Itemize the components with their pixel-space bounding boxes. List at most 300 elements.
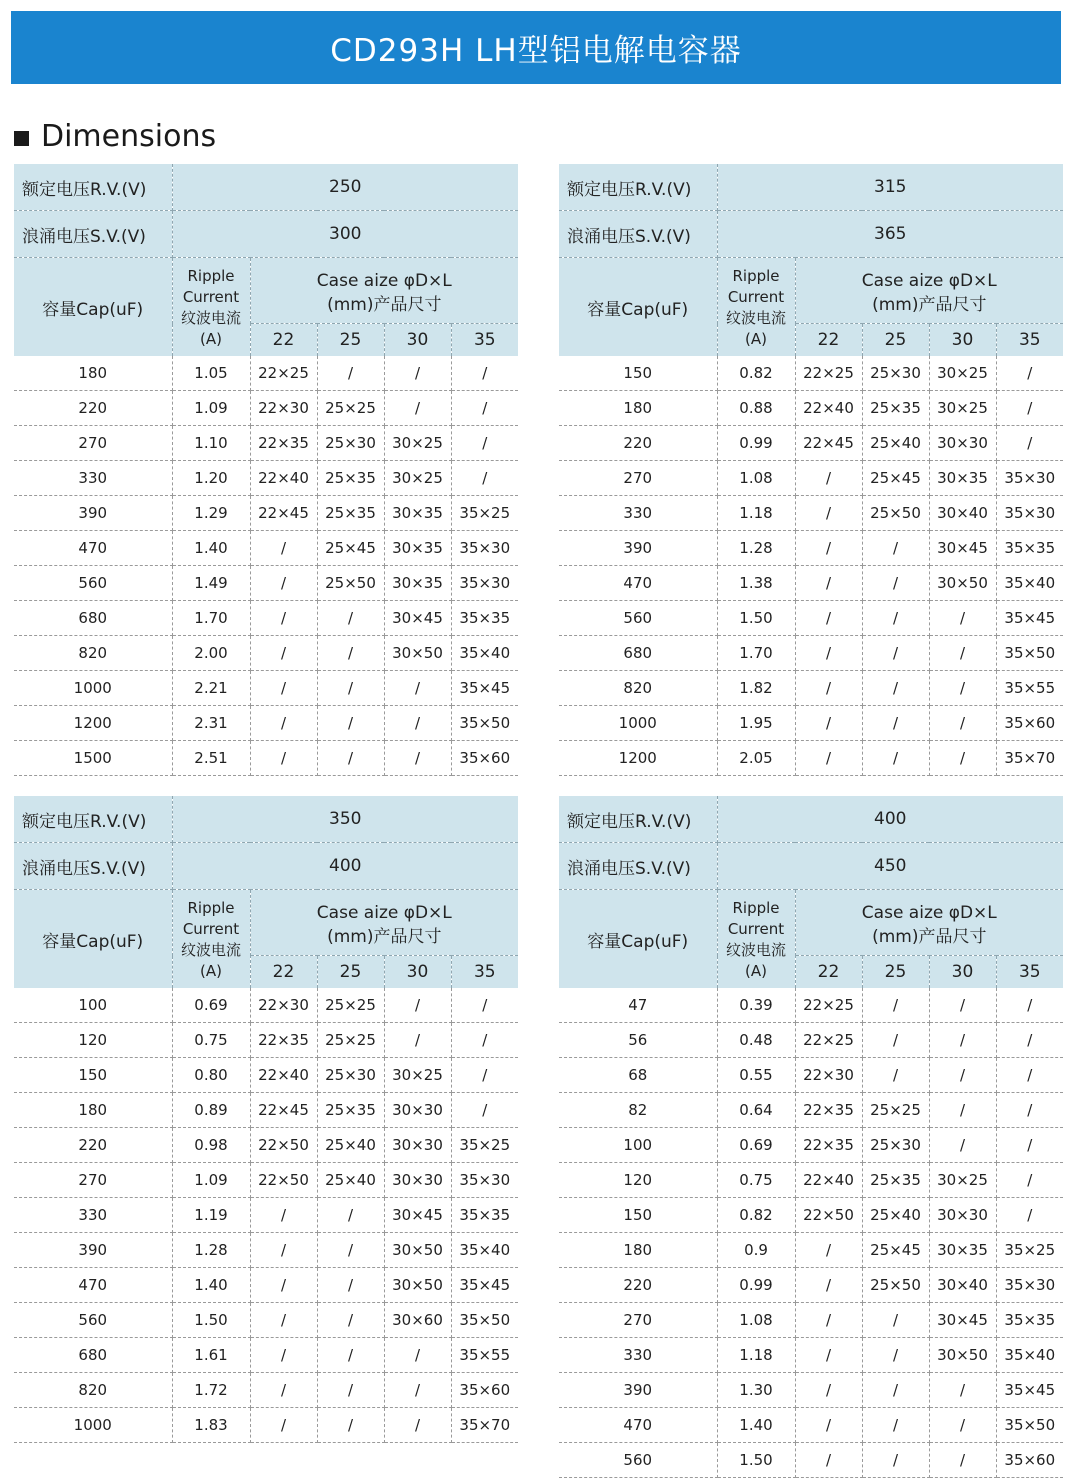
surge-voltage-value: 450: [717, 843, 1063, 890]
size-22-cell: 22×35: [795, 1093, 862, 1128]
capacitance-cell: 470: [559, 566, 717, 601]
ripple-header-line: Current: [727, 920, 785, 938]
size-25-cell: 25×30: [317, 426, 384, 461]
ripple-current-cell: 1.50: [717, 601, 795, 636]
size-22-cell: 22×40: [795, 391, 862, 426]
surge-voltage-label: 浪涌电压S.V.(V): [14, 211, 172, 258]
rated-voltage-row: [559, 796, 1063, 843]
size-35-cell: /: [451, 988, 518, 1023]
size-25-cell: /: [317, 1233, 384, 1268]
table-row: [14, 1058, 518, 1093]
title-banner: [11, 11, 1061, 84]
size-22-cell: /: [250, 1198, 317, 1233]
table-row: [14, 1163, 518, 1198]
size-22-cell: /: [795, 1443, 862, 1478]
size-25-cell: 25×35: [317, 496, 384, 531]
size-25-cell: /: [862, 988, 929, 1023]
size-25-cell: 25×25: [317, 988, 384, 1023]
table-row: [14, 391, 518, 426]
table-row: [14, 496, 518, 531]
size-22-cell: 22×35: [250, 426, 317, 461]
size-25-cell: /: [862, 1338, 929, 1373]
size-30-cell: 30×50: [384, 1233, 451, 1268]
size-35-cell: 35×70: [996, 741, 1063, 776]
capacitance-cell: 270: [14, 426, 172, 461]
size-35-cell: 35×40: [996, 1338, 1063, 1373]
table-row: [559, 1408, 1063, 1443]
size-30-cell: 30×45: [384, 1198, 451, 1233]
size-30-cell: 30×30: [384, 1093, 451, 1128]
size-25-cell: 25×30: [862, 1128, 929, 1163]
diameter-header: 22: [250, 956, 317, 989]
size-35-cell: /: [996, 1023, 1063, 1058]
size-25-cell: /: [317, 601, 384, 636]
table-row: [14, 1023, 518, 1058]
table-row: [559, 531, 1063, 566]
size-22-cell: 22×45: [250, 1093, 317, 1128]
size-22-cell: 22×50: [250, 1128, 317, 1163]
ripple-current-cell: 0.64: [717, 1093, 795, 1128]
capacitance-cell: 47: [559, 988, 717, 1023]
size-22-cell: 22×25: [795, 356, 862, 391]
table-row: [14, 531, 518, 566]
size-22-cell: /: [250, 671, 317, 706]
size-25-cell: /: [317, 1303, 384, 1338]
size-22-cell: 22×40: [250, 461, 317, 496]
ripple-current-cell: 1.40: [172, 531, 250, 566]
ripple-current-cell: 1.08: [717, 461, 795, 496]
size-30-cell: 30×35: [384, 496, 451, 531]
column-header-row: [559, 890, 1063, 956]
size-25-cell: 25×50: [862, 1268, 929, 1303]
size-22-cell: /: [250, 566, 317, 601]
size-30-cell: /: [929, 1373, 996, 1408]
size-30-cell: /: [384, 356, 451, 391]
capacitance-cell: 680: [14, 601, 172, 636]
table-row: [14, 1373, 518, 1408]
size-22-cell: /: [795, 566, 862, 601]
size-22-cell: /: [795, 1408, 862, 1443]
ripple-current-cell: 1.29: [172, 496, 250, 531]
size-25-cell: 25×35: [862, 391, 929, 426]
capacitance-cell: 100: [559, 1128, 717, 1163]
size-22-cell: /: [795, 706, 862, 741]
size-22-cell: 22×50: [795, 1198, 862, 1233]
size-35-cell: 35×25: [451, 1128, 518, 1163]
size-35-cell: 35×30: [451, 566, 518, 601]
capacitance-header: 容量Cap(uF): [559, 258, 717, 357]
ripple-current-cell: 1.70: [172, 601, 250, 636]
surge-voltage-row: [559, 211, 1063, 258]
size-35-cell: 35×70: [451, 1408, 518, 1443]
size-22-cell: 22×45: [250, 496, 317, 531]
ripple-current-cell: 0.80: [172, 1058, 250, 1093]
size-25-cell: 25×35: [317, 461, 384, 496]
diameter-header: 35: [451, 324, 518, 357]
diameter-header: 30: [384, 324, 451, 357]
rated-voltage-row: [14, 796, 518, 843]
size-35-cell: 35×55: [996, 671, 1063, 706]
ripple-current-cell: 1.28: [717, 531, 795, 566]
table-row: [14, 988, 518, 1023]
capacitance-header: 容量Cap(uF): [14, 258, 172, 357]
ripple-current-cell: 1.61: [172, 1338, 250, 1373]
capacitance-cell: 820: [14, 1373, 172, 1408]
case-size-header: [250, 890, 518, 956]
table-row: [559, 566, 1063, 601]
size-25-cell: /: [317, 356, 384, 391]
size-35-cell: 35×60: [996, 1443, 1063, 1478]
case-header-line: (mm)产品尺寸: [327, 294, 442, 315]
size-35-cell: 35×30: [996, 496, 1063, 531]
size-35-cell: 35×60: [451, 1373, 518, 1408]
size-30-cell: /: [929, 741, 996, 776]
size-30-cell: 30×25: [384, 461, 451, 496]
table-row: [14, 601, 518, 636]
size-30-cell: 30×30: [929, 426, 996, 461]
size-35-cell: 35×60: [996, 706, 1063, 741]
capacitance-cell: 1200: [559, 741, 717, 776]
ripple-current-cell: 1.72: [172, 1373, 250, 1408]
size-30-cell: 30×40: [929, 496, 996, 531]
diameter-header: 35: [996, 324, 1063, 357]
rated-voltage-label: 额定电压R.V.(V): [14, 164, 172, 211]
size-30-cell: 30×50: [929, 566, 996, 601]
ripple-current-cell: 1.30: [717, 1373, 795, 1408]
size-25-cell: 25×25: [317, 1023, 384, 1058]
surge-voltage-label: 浪涌电压S.V.(V): [14, 843, 172, 890]
ripple-current-cell: 1.18: [717, 496, 795, 531]
capacitance-cell: 1200: [14, 706, 172, 741]
table-row: [14, 566, 518, 601]
diameter-header: 25: [862, 324, 929, 357]
capacitance-cell: 560: [14, 1303, 172, 1338]
square-bullet-icon: [14, 131, 29, 146]
size-22-cell: 22×25: [795, 1023, 862, 1058]
size-22-cell: /: [250, 1338, 317, 1373]
size-30-cell: /: [929, 636, 996, 671]
table-row: [559, 1128, 1063, 1163]
rated-voltage-value: 250: [172, 164, 518, 211]
column-header-row: [559, 258, 1063, 324]
table-row: [559, 356, 1063, 391]
section-heading: [14, 118, 216, 154]
size-22-cell: /: [795, 1303, 862, 1338]
table-row: [559, 426, 1063, 461]
table-row: [14, 1268, 518, 1303]
size-35-cell: 35×40: [996, 566, 1063, 601]
size-35-cell: /: [996, 356, 1063, 391]
size-25-cell: /: [862, 601, 929, 636]
size-35-cell: 35×30: [996, 461, 1063, 496]
size-25-cell: /: [862, 1023, 929, 1058]
ripple-current-cell: 1.09: [172, 391, 250, 426]
ripple-header-line: (A): [200, 962, 222, 980]
capacitance-cell: 330: [14, 1198, 172, 1233]
size-25-cell: /: [317, 1268, 384, 1303]
ripple-current-cell: 1.82: [717, 671, 795, 706]
size-30-cell: /: [929, 1128, 996, 1163]
table-row: [559, 1198, 1063, 1233]
size-25-cell: 25×35: [862, 1163, 929, 1198]
size-25-cell: 25×50: [862, 496, 929, 531]
table-row: [559, 1268, 1063, 1303]
ripple-current-cell: 2.51: [172, 741, 250, 776]
size-35-cell: /: [451, 356, 518, 391]
surge-voltage-value: 300: [172, 211, 518, 258]
page-title: CD293H LH型铝电解电容器: [330, 33, 742, 69]
spec-table-3: [14, 796, 518, 1443]
size-30-cell: 30×25: [929, 356, 996, 391]
capacitance-cell: 1000: [14, 1408, 172, 1443]
size-35-cell: 35×35: [451, 1198, 518, 1233]
size-30-cell: /: [929, 1443, 996, 1478]
ripple-current-cell: 1.38: [717, 566, 795, 601]
capacitance-cell: 220: [14, 1128, 172, 1163]
size-22-cell: /: [795, 1268, 862, 1303]
ripple-header-line: Ripple: [732, 899, 780, 917]
rated-voltage-row: [559, 164, 1063, 211]
capacitance-header: 容量Cap(uF): [14, 890, 172, 989]
ripple-current-cell: 0.99: [717, 426, 795, 461]
capacitance-cell: 1500: [14, 741, 172, 776]
ripple-current-header: [172, 258, 250, 357]
table-row: [14, 1303, 518, 1338]
size-30-cell: 30×50: [929, 1338, 996, 1373]
size-25-cell: 25×40: [862, 426, 929, 461]
ripple-header-line: (A): [745, 962, 767, 980]
size-30-cell: 30×25: [929, 1163, 996, 1198]
case-size-header: [250, 258, 518, 324]
capacitance-cell: 220: [14, 391, 172, 426]
size-30-cell: 30×30: [384, 1128, 451, 1163]
diameter-header: 25: [317, 956, 384, 989]
size-35-cell: 35×30: [996, 1268, 1063, 1303]
ripple-header-line: (A): [200, 330, 222, 348]
size-35-cell: /: [996, 1093, 1063, 1128]
table-row: [559, 988, 1063, 1023]
size-25-cell: /: [862, 1058, 929, 1093]
size-25-cell: /: [317, 706, 384, 741]
capacitance-cell: 680: [559, 636, 717, 671]
capacitance-cell: 150: [559, 1198, 717, 1233]
table-row: [14, 741, 518, 776]
size-25-cell: /: [317, 1408, 384, 1443]
spec-table-1: [14, 164, 518, 776]
size-30-cell: /: [384, 391, 451, 426]
table-row: [559, 1373, 1063, 1408]
table-row: [559, 1058, 1063, 1093]
size-25-cell: 25×25: [317, 391, 384, 426]
size-30-cell: 30×25: [929, 391, 996, 426]
ripple-current-cell: 2.05: [717, 741, 795, 776]
size-30-cell: /: [929, 601, 996, 636]
table-row: [559, 636, 1063, 671]
ripple-current-cell: 0.48: [717, 1023, 795, 1058]
size-35-cell: 35×50: [451, 706, 518, 741]
rated-voltage-label: 额定电压R.V.(V): [559, 796, 717, 843]
ripple-current-cell: 1.05: [172, 356, 250, 391]
ripple-current-cell: 2.31: [172, 706, 250, 741]
table-row: [559, 496, 1063, 531]
capacitance-cell: 1000: [559, 706, 717, 741]
size-30-cell: /: [929, 988, 996, 1023]
capacitance-header: 容量Cap(uF): [559, 890, 717, 989]
ripple-current-cell: 0.99: [717, 1268, 795, 1303]
size-35-cell: 35×25: [451, 496, 518, 531]
size-25-cell: /: [862, 531, 929, 566]
size-22-cell: 22×35: [250, 1023, 317, 1058]
case-header-line: Case aize φD×L: [861, 902, 997, 923]
size-35-cell: 35×40: [451, 636, 518, 671]
size-25-cell: 25×30: [862, 356, 929, 391]
size-30-cell: 30×35: [929, 461, 996, 496]
size-25-cell: /: [862, 566, 929, 601]
size-35-cell: /: [996, 426, 1063, 461]
size-25-cell: 25×40: [317, 1163, 384, 1198]
table-row: [14, 636, 518, 671]
diameter-header: 25: [862, 956, 929, 989]
ripple-current-cell: 0.55: [717, 1058, 795, 1093]
table-row: [14, 1128, 518, 1163]
ripple-current-cell: 0.9: [717, 1233, 795, 1268]
rated-voltage-value: 350: [172, 796, 518, 843]
surge-voltage-value: 400: [172, 843, 518, 890]
capacitance-cell: 390: [14, 1233, 172, 1268]
table-row: [14, 356, 518, 391]
size-22-cell: /: [795, 496, 862, 531]
size-25-cell: /: [862, 671, 929, 706]
capacitance-cell: 100: [14, 988, 172, 1023]
ripple-current-cell: 0.89: [172, 1093, 250, 1128]
capacitance-cell: 680: [14, 1338, 172, 1373]
case-header-line: (mm)产品尺寸: [327, 926, 442, 947]
size-25-cell: /: [862, 636, 929, 671]
capacitance-cell: 180: [14, 356, 172, 391]
capacitance-cell: 270: [14, 1163, 172, 1198]
table-row: [14, 1408, 518, 1443]
size-35-cell: /: [451, 1023, 518, 1058]
size-22-cell: /: [250, 706, 317, 741]
size-30-cell: 30×35: [384, 566, 451, 601]
size-35-cell: /: [451, 426, 518, 461]
capacitance-cell: 68: [559, 1058, 717, 1093]
diameter-header: 30: [929, 956, 996, 989]
diameter-header: 25: [317, 324, 384, 357]
capacitance-cell: 120: [14, 1023, 172, 1058]
size-30-cell: /: [384, 988, 451, 1023]
capacitance-cell: 470: [14, 531, 172, 566]
table-row: [559, 671, 1063, 706]
capacitance-cell: 390: [559, 1373, 717, 1408]
surge-voltage-label: 浪涌电压S.V.(V): [559, 843, 717, 890]
ripple-current-cell: 1.08: [717, 1303, 795, 1338]
capacitance-cell: 470: [559, 1408, 717, 1443]
case-header-line: Case aize φD×L: [316, 902, 452, 923]
size-22-cell: /: [795, 601, 862, 636]
rated-voltage-value: 400: [717, 796, 1063, 843]
surge-voltage-row: [14, 211, 518, 258]
size-22-cell: /: [250, 636, 317, 671]
column-header-row: [14, 258, 518, 324]
table-row: [14, 1338, 518, 1373]
size-22-cell: /: [795, 1233, 862, 1268]
capacitance-cell: 390: [14, 496, 172, 531]
size-35-cell: 35×55: [451, 1338, 518, 1373]
diameter-header: 22: [795, 324, 862, 357]
table-row: [559, 461, 1063, 496]
size-30-cell: 30×45: [384, 601, 451, 636]
rated-voltage-row: [14, 164, 518, 211]
rated-voltage-value: 315: [717, 164, 1063, 211]
size-22-cell: 22×30: [250, 391, 317, 426]
ripple-current-cell: 1.09: [172, 1163, 250, 1198]
size-30-cell: /: [929, 671, 996, 706]
size-30-cell: /: [929, 706, 996, 741]
diameter-header: 35: [451, 956, 518, 989]
capacitance-cell: 330: [14, 461, 172, 496]
column-header-row: [14, 890, 518, 956]
size-25-cell: /: [862, 706, 929, 741]
size-22-cell: 22×40: [250, 1058, 317, 1093]
size-30-cell: 30×50: [384, 636, 451, 671]
table-row: [14, 1233, 518, 1268]
ripple-header-line: Current: [182, 920, 240, 938]
capacitance-cell: 560: [14, 566, 172, 601]
case-size-header: [795, 258, 1063, 324]
spec-table-2: [559, 164, 1063, 776]
size-35-cell: /: [996, 1128, 1063, 1163]
ripple-header-line: (A): [745, 330, 767, 348]
size-25-cell: 25×30: [317, 1058, 384, 1093]
size-22-cell: 22×30: [795, 1058, 862, 1093]
size-25-cell: /: [862, 741, 929, 776]
diameter-header: 30: [384, 956, 451, 989]
ripple-current-cell: 2.21: [172, 671, 250, 706]
ripple-header-line: 纹波电流: [725, 941, 786, 959]
rated-voltage-label: 额定电压R.V.(V): [14, 796, 172, 843]
ripple-current-cell: 1.49: [172, 566, 250, 601]
table-row: [14, 671, 518, 706]
size-25-cell: /: [317, 636, 384, 671]
size-25-cell: 25×35: [317, 1093, 384, 1128]
size-25-cell: 25×40: [317, 1128, 384, 1163]
size-22-cell: /: [250, 601, 317, 636]
ripple-current-cell: 0.69: [172, 988, 250, 1023]
ripple-current-cell: 1.95: [717, 706, 795, 741]
size-22-cell: /: [795, 461, 862, 496]
ripple-header-line: Current: [727, 288, 785, 306]
ripple-header-line: 纹波电流: [180, 941, 241, 959]
size-30-cell: 30×45: [929, 531, 996, 566]
ripple-header-line: Ripple: [732, 267, 780, 285]
size-30-cell: 30×30: [929, 1198, 996, 1233]
size-35-cell: /: [996, 1198, 1063, 1233]
size-35-cell: 35×50: [451, 1303, 518, 1338]
case-header-line: Case aize φD×L: [861, 270, 997, 291]
size-22-cell: /: [795, 741, 862, 776]
diameter-header: 22: [795, 956, 862, 989]
capacitance-cell: 220: [559, 1268, 717, 1303]
size-30-cell: 30×45: [929, 1303, 996, 1338]
case-header-line: (mm)产品尺寸: [872, 926, 987, 947]
section-heading-text: Dimensions: [41, 118, 217, 154]
table-row: [559, 1443, 1063, 1478]
size-35-cell: /: [451, 391, 518, 426]
table-row: [14, 1198, 518, 1233]
case-header-line: (mm)产品尺寸: [872, 294, 987, 315]
size-22-cell: /: [795, 531, 862, 566]
